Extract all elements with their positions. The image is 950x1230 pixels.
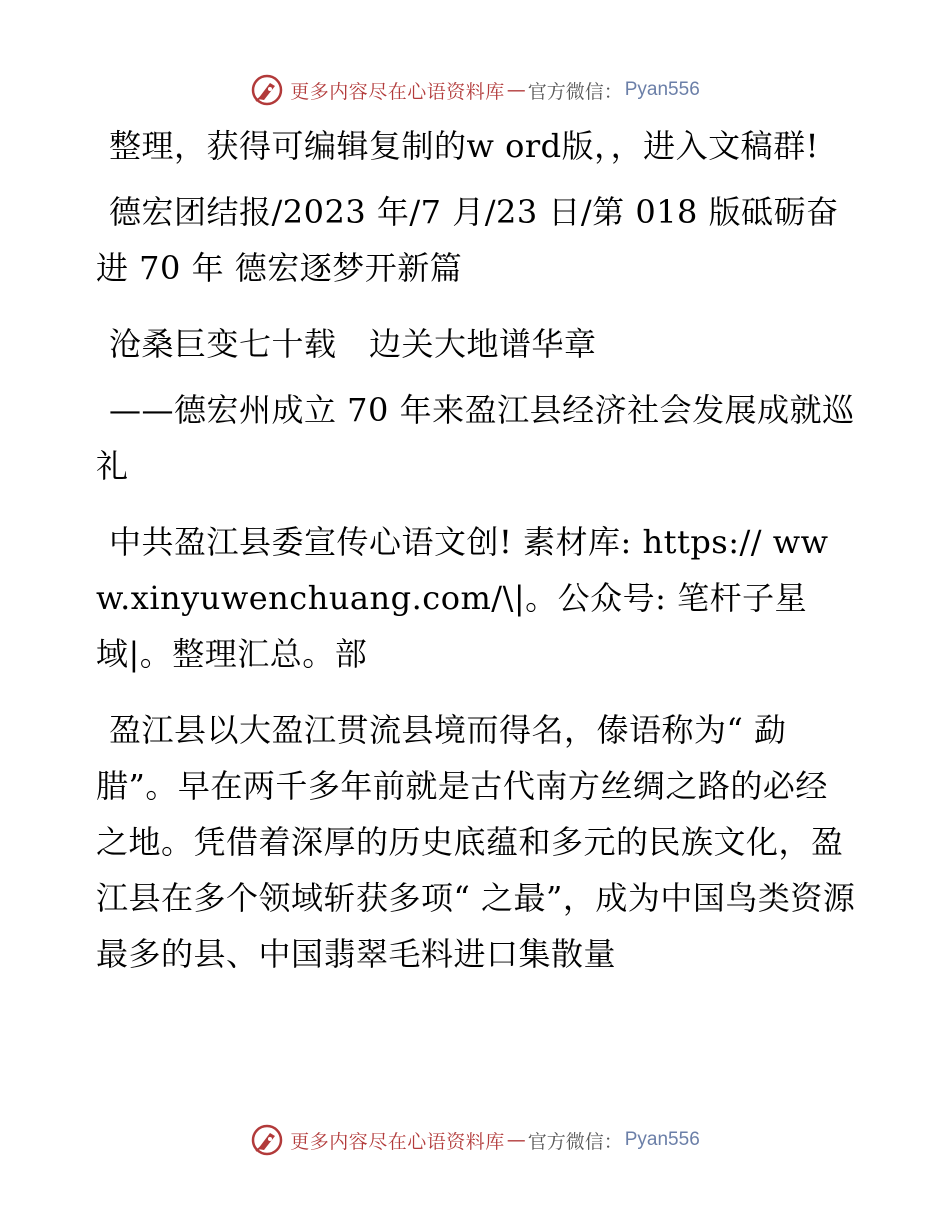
pen-nib-logo-icon [250,73,284,107]
watermark-wechat-id: Pyan556 [624,1129,700,1150]
article-title: 沧桑巨变七十载 边关大地谱华章 [109,325,597,363]
pen-nib-logo-icon [250,1123,284,1157]
paragraph-source: 德宏团结报/2023 年/7 月/23 日/第 018 版砥砺奋进 70 年 德宏逐梦开新篇 [96,193,839,287]
watermark-separator: — [506,1129,526,1151]
document-body [96,118,856,1002]
paragraph-author: 中共盈江县委宣传心语文创! 素材库: https:// www.xinyuwenchuang.com/\|。公众号: 笔杆子星域|。整理汇总。部 [96,523,829,673]
watermark-label: 官方微信： [527,1130,623,1153]
watermark-main-text: 更多内容尽在心语资料库 [290,80,505,103]
watermark-main-text: 更多内容尽在心语资料库 [290,1130,505,1153]
paragraph-intro: 整理，获得可编辑复制的w ord版，，进入文稿群! [109,127,819,165]
paragraph-body: 盈江县以大盈江贯流县境而得名，傣语称为“ 勐腊”。早在两千多年前就是古代南方丝绸之路的必经之地。凭借着深厚的历史底蕴和多元的民族文化，盈江县在多个领域斩获多项“ 之最”，成为中国鸟类资源最多的县、中国翡翠毛料进口集散量 [96,711,856,973]
article-subtitle: ——德宏州成立 70 年来盈江县经济社会发展成就巡礼 [96,391,855,485]
watermark-header [0,70,950,110]
watermark-wechat-id: Pyan556 [624,79,700,100]
watermark-label: 官方微信： [527,80,623,103]
watermark-footer [0,1120,950,1160]
watermark-separator: — [506,79,526,101]
